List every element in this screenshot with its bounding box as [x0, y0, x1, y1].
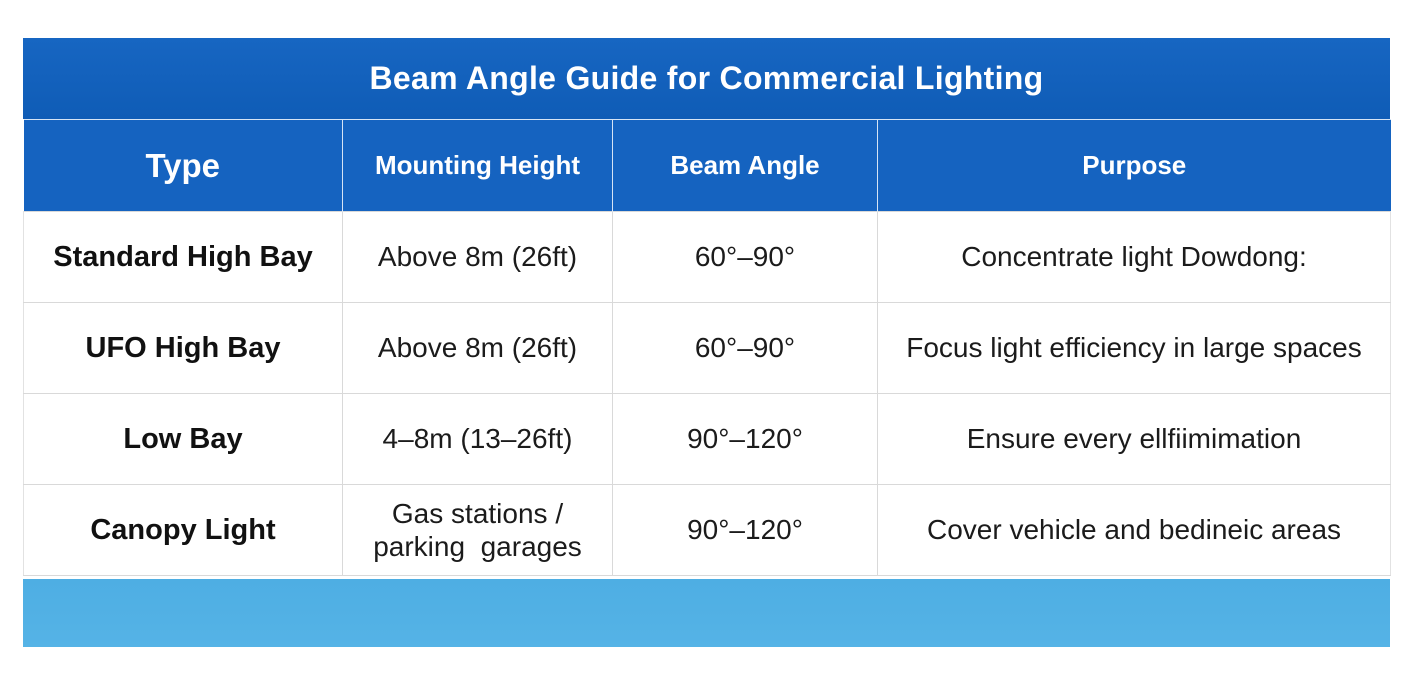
cell-beam-angle: 60°–90° — [613, 303, 878, 394]
cell-type: Low Bay — [24, 394, 343, 485]
table-row — [24, 303, 1391, 394]
table-row — [24, 212, 1391, 303]
cell-mounting-height — [343, 485, 613, 576]
mounting-height-line: parking garages — [373, 531, 582, 562]
cell-type: Canopy Light — [24, 485, 343, 576]
guide-title: Beam Angle Guide for Commercial Lighting — [369, 60, 1044, 96]
column-header-mounting-height: Mounting Height — [343, 120, 613, 212]
column-header-beam-angle: Beam Angle — [613, 120, 878, 212]
table-row — [24, 394, 1391, 485]
cell-beam-angle: 60°–90° — [613, 212, 878, 303]
footer-band — [23, 579, 1390, 647]
table-header-row — [24, 120, 1391, 212]
cell-beam-angle: 90°–120° — [613, 485, 878, 576]
beam-angle-table — [23, 119, 1391, 576]
beam-angle-guide — [23, 38, 1390, 647]
cell-purpose: Cover vehicle and bedineic areas — [878, 485, 1391, 576]
cell-purpose: Concentrate light Dowdong: — [878, 212, 1391, 303]
cell-mounting-height: Above 8m (26ft) — [343, 303, 613, 394]
mounting-height-line: Gas stations / — [391, 497, 564, 529]
cell-beam-angle: 90°–120° — [613, 394, 878, 485]
title-bar — [23, 38, 1390, 119]
cell-mounting-height: 4–8m (13–26ft) — [343, 394, 613, 485]
cell-mounting-height: Above 8m (26ft) — [343, 212, 613, 303]
column-header-type: Type — [24, 120, 343, 212]
table-row — [24, 485, 1391, 576]
cell-purpose: Focus light efficiency in large spaces — [878, 303, 1391, 394]
cell-type: UFO High Bay — [24, 303, 343, 394]
cell-type: Standard High Bay — [24, 212, 343, 303]
cell-purpose: Ensure every ellfiimimation — [878, 394, 1391, 485]
column-header-purpose: Purpose — [878, 120, 1391, 212]
